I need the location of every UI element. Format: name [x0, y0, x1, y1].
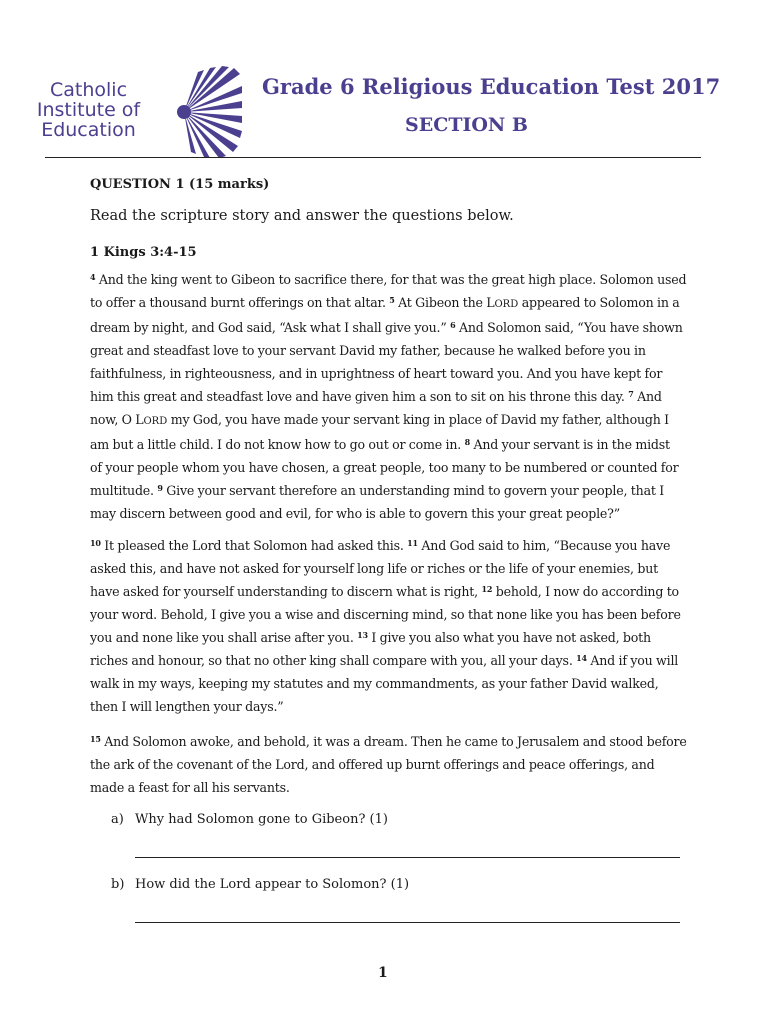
logo-wordmark	[36, 80, 141, 140]
institute-logo	[36, 66, 246, 166]
verse-number: 6	[450, 320, 456, 330]
text-line: walk in my ways, keeping my statutes and my commandments, as your father David walked,	[90, 676, 659, 691]
question-b	[111, 877, 409, 892]
text-line: great and steadfast love to your servant David my father, because he walked before you in	[90, 343, 646, 358]
scripture-paragraph-3	[90, 730, 690, 799]
verse-number: 11	[407, 538, 418, 548]
question-instruction: Read the scripture story and answer the questions below.	[90, 208, 514, 224]
text-line: the ark of the covenant of the Lord, and offered up burnt offerings and peace offerings, and	[90, 757, 655, 772]
verse-number: 15	[90, 734, 101, 744]
question-a	[111, 812, 388, 827]
verse-number: 10	[90, 538, 101, 548]
logo-line: Education	[41, 119, 136, 141]
text-line: to offer a thousand burnt offerings on that altar. $^5$ At Gibeon the LORD appeared to Solomon in a	[90, 295, 680, 310]
verse-number: 4	[90, 272, 96, 282]
text-line: $^{15}$ And Solomon awoke, and behold, it was a dream. Then he came to Jerusalem and stood before	[90, 734, 687, 749]
scripture-paragraph-1	[90, 268, 690, 525]
text-line: your word. Behold, I give you a wise and discerning mind, so that none like you has been before	[90, 607, 681, 622]
verse-number: 8	[464, 437, 470, 447]
verse-number: 13	[357, 630, 368, 640]
text-line: multitude. $^9$ Give your servant therefore an understanding mind to govern your people, that I	[90, 483, 665, 498]
text-line: have asked for yourself understanding to discern what is right, $^{12}$ behold, I now do according to	[90, 584, 679, 599]
question-text: Why had Solomon gone to Gibeon? (1)	[135, 812, 388, 827]
question-text: How did the Lord appear to Solomon? (1)	[135, 877, 410, 892]
text-line: riches and honour, so that no other king shall compare with you, all your days. $^{14}$ And if you will	[90, 653, 679, 668]
logo-line: Catholic	[49, 79, 128, 101]
verse-number: 14	[576, 653, 587, 663]
scripture-reference: 1 Kings 3:4-15	[90, 245, 197, 260]
text-line: now, O LORD my God, you have made your servant king in place of David my father, although I	[90, 412, 669, 427]
text-line: you and none like you shall arise after you. $^{13}$ I give you also what you have not asked, both	[90, 630, 651, 645]
text-line: am but a little child. I do not know how to go out or come in. $^8$ And your servant is in the midst	[90, 437, 670, 452]
scripture-paragraph-2	[90, 534, 690, 718]
text-line: asked this, and have not asked for yourself long life or riches or the life of your enemies, but	[90, 561, 658, 576]
text-line: of your people whom you have chosen, a great people, too many to be numbered or counted for	[90, 460, 679, 475]
page-number: 1	[378, 965, 388, 981]
verse-number: 9	[157, 483, 163, 493]
text-line: dream by night, and God said, “Ask what I shall give you.” $^6$ And Solomon said, “You have shown	[90, 320, 683, 335]
header-divider	[45, 157, 701, 158]
question-label: a)	[111, 812, 124, 827]
text-line: then I will lengthen your days.”	[90, 699, 284, 714]
test-title: Grade 6 Religious Education Test 2017	[262, 74, 721, 99]
text-line: may discern between good and evil, for who is able to govern this your great people?”	[90, 506, 620, 521]
verse-number: 5	[389, 295, 395, 305]
verse-number: 7	[628, 389, 634, 399]
verse-number: 12	[481, 584, 493, 594]
logo-rays-icon	[162, 66, 242, 158]
logo-line: Institute of	[36, 99, 141, 121]
text-line: $^4$ And the king went to Gibeon to sacrifice there, for that was the great high place. Solomon used	[90, 272, 687, 287]
answer-line-a[interactable]	[135, 857, 680, 858]
text-line: $^{10}$ It pleased the Lord that Solomon had asked this. $^{11}$ And God said to him, “Because you have	[90, 538, 671, 553]
text-line: him this great and steadfast love and have given him a son to sit on his throne this day. $^7$ And	[90, 389, 662, 404]
section-heading: SECTION B	[405, 114, 528, 136]
answer-line-b[interactable]	[135, 922, 680, 923]
question-label: b)	[111, 877, 125, 892]
text-line: made a feast for all his servants.	[90, 780, 290, 795]
question-heading: QUESTION 1 (15 marks)	[90, 177, 270, 192]
text-line: faithfulness, in righteousness, and in uprightness of heart toward you. And you have kept for	[90, 366, 663, 381]
